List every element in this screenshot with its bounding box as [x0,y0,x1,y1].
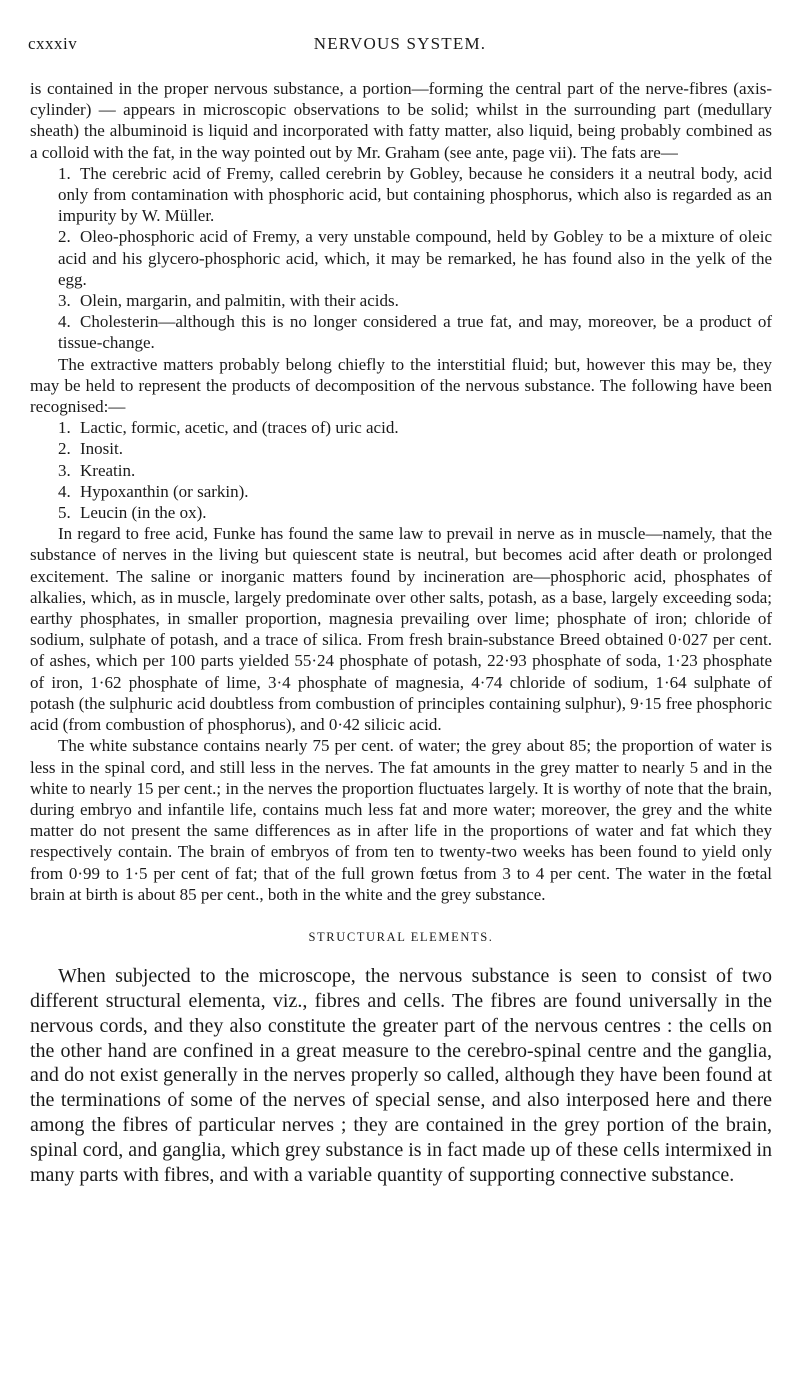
extractives-intro: The extractive matters probably belong chiefly to the interstitial fluid; but, however this may be, they may be held to represent the products of decomposition of the nervous substance. The following have been recognised:— [30,354,772,417]
page-number: cxxxiv [28,34,78,53]
extractive-item: 5. Leucin (in the ox). [58,503,207,523]
page-header [28,34,772,60]
page-body [30,78,772,1187]
extractive-item: 4. Hypoxanthin (or sarkin). [58,481,249,501]
free-acid-paragraph: In regard to free acid, Funke has found the same law to prevail in nerve as in muscle—namely, that the substance of nerves in the living but quiescent state is neutral, but becomes acid after death or prolonged excitement. The saline or inorganic matters found by incineration are—phosphoric acid, phosphates of alkalies, which, as in muscle, largely predominate over other salts, potash, as a base, largely exceeding soda; earthy phosphates, in smaller proportion, magnesia prevailing over lime; phosphate of iron; chloride of sodium, sulphate of potash, and a trace of silica. From fresh brain-substance Breed obtained 0·027 per cent. of ashes, which per 100 parts yielded 55·24 phosphate of potash, 22·93 phosphate of soda, 1·23 phosphate of iron, 1·62 phosphate of lime, 3·4 phosphate of magnesia, 4·74 chloride of sodium, 1·64 sulphate of potash (the sulphuric acid doubtless from combustion of principles containing sulphur), 9·15 free phosphoric acid (from combustion of phosphorus), and 0·42 silicic acid. [30,524,772,735]
fat-name: Olein, margarin, and palmitin [80,291,282,311]
fat-name: Oleo-phosphoric acid [80,227,228,247]
white-substance-paragraph: The white substance contains nearly 75 per cent. of water; the grey about 85; the proportion of water is less in the spinal cord, and still less in the nerves. The fat amounts in the grey matter to nearly 5 and in the white to nearly 15 per cent.; in the nerves the proportion fluctuates largely. It is worthy of note that the brain, during embryo and infantile life, contains much less fat and more water; moreover, the grey and the white matter do not present the same differences as in after life in the proportions of water and fat which they respectively contain. The brain of embryos of from ten to twenty-two weeks has been found to yield only from 0·99 to 1·5 per cent of fat; that of the full grown fœtus from 3 to 4 per cent. The water in the fœtal brain at birth is about 85 per cent., both in the white and the grey substance. [30,736,772,904]
extractive-item: 1. Lactic, formic, acetic, and (traces of) uric acid. [58,418,399,438]
fat-item: 4. Cholesterin—although this is no longer considered a true fat, and may, moreover, be a product of tissue-change. [58,312,772,353]
fat-item: 1. The cerebric acid of Fremy, called cerebrin by Gobley, because he considers it a neutral body, acid only from contamination with phosphoric acid, but containing phosphorus, which also is regarded as an impurity by W. Müller. [58,163,772,226]
fat-name: Cholesterin [80,312,159,332]
fat-item: 3. Olein, margarin, and palmitin, with their acids. [58,291,399,311]
structural-elements-paragraph: When subjected to the microscope, the nervous substance is seen to consist of two different structural elementa, viz., fibres and cells. The fibres are found universally in the nervous cords, and they also constitute the greater part of the nervous centres : the cells on the other hand are confined in a great measure to the cerebro-spinal centre and the ganglia, and do not exist generally in the nerves properly so called, although they have been found at the terminations of some of the nerves of special sense, and also interposed here and there among the fibres of particular nerves ; they are contained in the grey portion of the brain, spinal cord, and ganglia, which grey substance is in fact made up of these cells intermixed in many parts with fibres, and with a variable quantity of supporting connective substance. [30,965,773,1186]
continuation-paragraph: is contained in the proper nervous substance, a portion—forming the central part of the nerve-fibres (axis-cylinder) — appears in microscopic observations to be solid; whilst in the surrounding part (medullary sheath) the albuminoid is liquid and incorporated with fatty matter, also liquid, being probably combined as a colloid with the fat, in the way pointed out by Mr. Graham (see ante, page vii). The fats are— [30,79,772,162]
running-title: NERVOUS SYSTEM. [313,34,487,53]
section-heading: STRUCTURAL ELEMENTS. [308,929,494,944]
fat-name: The cerebric acid [80,163,201,183]
extractive-item: 2. Inosit. [58,439,123,459]
fat-item: 2. Oleo-phosphoric acid of Fremy, a very unstable compound, held by Gobley to be a mixture of oleic acid and his glycero-phosphoric acid, which, it may be remarked, he has found also in the yelk of the egg. [58,227,772,289]
extractive-item: 3. Kreatin. [58,460,136,480]
